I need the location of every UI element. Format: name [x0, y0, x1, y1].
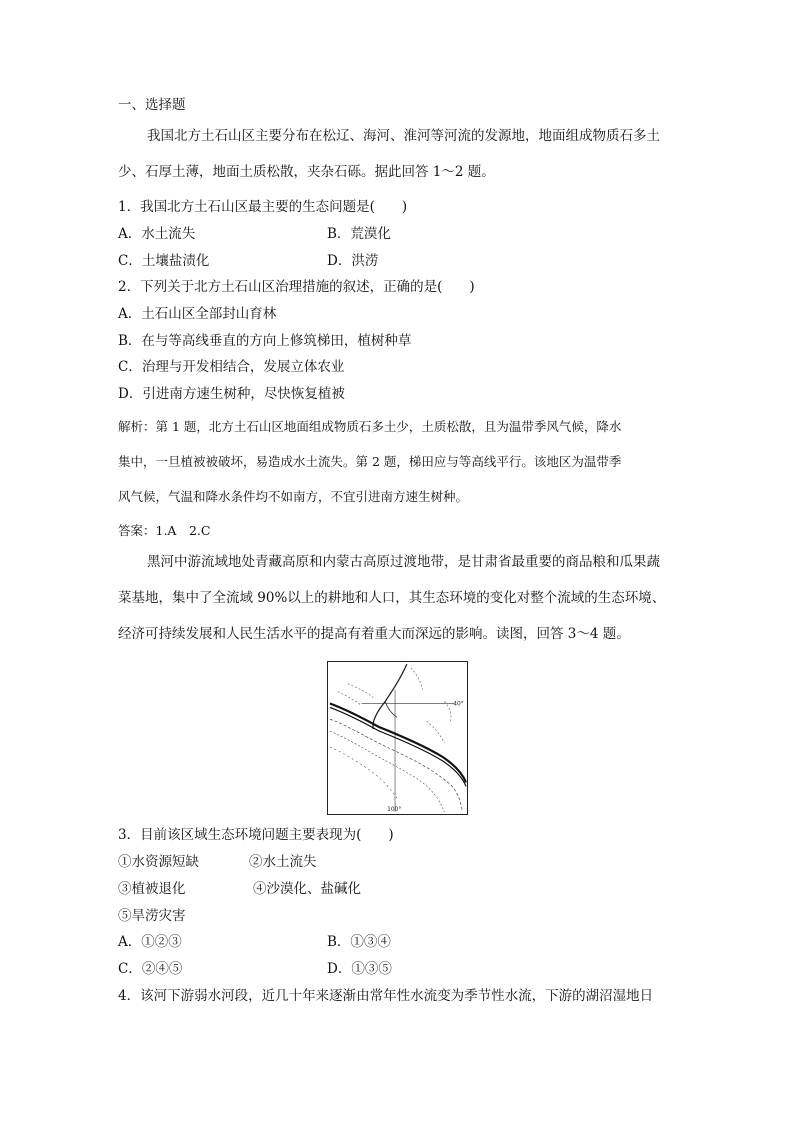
q1-option-d: D．洪涝: [327, 253, 379, 269]
q3-option-c: C．②④⑤: [118, 961, 183, 977]
q3-item-5: ⑤旱涝灾害: [118, 908, 186, 924]
q4-stem: 4．该河下游弱水河段，近几十年来逐渐由常年性水流变为季节性水流，下游的湖沼湿地日: [118, 988, 654, 1004]
terrain-line-6: [411, 668, 423, 690]
river-main-inner: [330, 707, 466, 786]
latitude-label: 40°: [453, 701, 464, 708]
q2-option-d: D．引进南方速生树种，尽快恢复植被: [118, 386, 345, 402]
passage1-line2: 少、石厚土薄，地面土质松散，夹杂石砾。据此回答 1～2 题。: [118, 164, 495, 180]
q2-option-a: A．土石山区全部封山育林: [118, 306, 277, 322]
q1-option-c: C．土壤盐渍化: [118, 253, 210, 269]
q2-stem: 2．下列关于北方土石山区治理措施的叙述，正确的是( ): [118, 279, 475, 295]
q3-item-3: ③植被退化: [118, 881, 186, 897]
answer: 答案：1.A 2.C: [118, 523, 211, 538]
q2-option-b: B．在与等高线垂直的方向上修筑梯田，植树种草: [118, 333, 412, 349]
terrain-line-1: [330, 719, 462, 810]
q2-option-c: C．治理与开发相结合，发展立体农业: [118, 359, 345, 375]
terrain-line-7: [444, 701, 451, 723]
passage2-line3: 经济可持续发展和人民生活水平的提高有着重大而深远的影响。读图，回答 3～4 题。: [118, 626, 630, 642]
terrain-line-4: [348, 684, 374, 698]
q1-option-a: A．水土流失: [118, 226, 196, 242]
river-upper: [373, 664, 407, 729]
q3-item-1: ①水资源短缺: [118, 854, 199, 870]
terrain-line-5: [338, 692, 362, 706]
terrain-line-8: [427, 721, 445, 743]
explanation-line2: 集中，一旦植被被破坏，易造成水土流失。第 2 题，梯田应与等高线平行。该地区为温带季: [118, 454, 622, 469]
passage2-line2: 菜基地，集中了全流域 90%以上的耕地和人口，其生态环境的变化对整个流域的生态环境、: [118, 590, 666, 606]
explanation-line1: 解析：第 1 题，北方土石山区地面组成物质石多土少，土质松散，且为温带季风气候，降水: [118, 419, 622, 434]
heihe-basin-map: [327, 661, 468, 815]
passage1-line1: 我国北方土石山区主要分布在松辽、海河、淮河等河流的发源地，地面组成物质石多土: [147, 128, 660, 144]
q3-option-b: B．①③④: [327, 934, 391, 950]
q3-option-d: D．①③⑤: [327, 961, 392, 977]
terrain-line-2: [330, 731, 444, 812]
longitude-label: 100°: [387, 807, 402, 814]
explanation-line3: 风气候，气温和降水条件均不如南方，不宜引进南方速生树种。: [118, 489, 469, 504]
q3-stem: 3．目前该区域生态环境问题主要表现为( ): [118, 827, 394, 843]
q1-option-b: B．荒漠化: [327, 226, 391, 242]
q1-stem: 1．我国北方土石山区最主要的生态问题是( ): [118, 199, 408, 215]
q3-item-2: ②水土流失: [249, 854, 317, 870]
q3-option-a: A．①②③: [118, 934, 182, 950]
terrain-line-3: [330, 747, 397, 798]
passage2-line1: 黑河中游流域地处青藏高原和内蒙古高原过渡地带，是甘肃省最重要的商品粮和瓜果蔬: [147, 554, 660, 570]
section-title: 一、选择题: [118, 97, 186, 113]
q3-item-4: ④沙漠化、盐碱化: [253, 881, 361, 897]
river-main-double: [330, 703, 466, 782]
map-drawing: [328, 662, 467, 814]
